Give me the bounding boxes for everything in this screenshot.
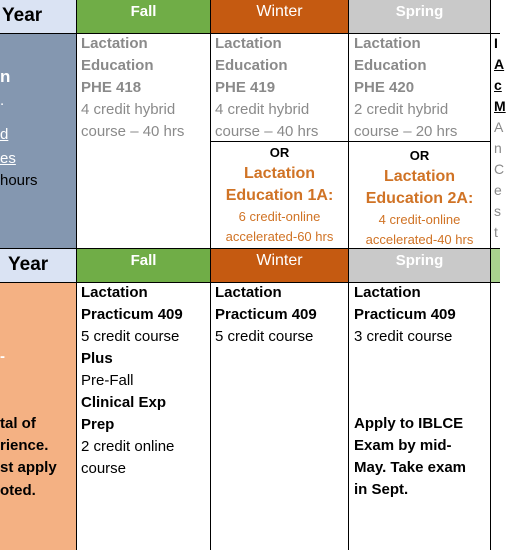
year2-label: Year bbox=[8, 254, 49, 275]
year2-left-text-4: st apply bbox=[0, 459, 57, 476]
year2-spring-course: Lactation Practicum 409 3 credit course bbox=[354, 284, 456, 345]
year2-fall-course: Lactation Practicum 409 5 credit course Plus Pre-Fall Clinical Exp Prep 2 credit online course bbox=[81, 284, 183, 477]
year1-winter-label: Winter bbox=[256, 3, 303, 20]
year2-winter-course: Lactation Practicum 409 5 credit course bbox=[215, 284, 317, 345]
or-label: OR bbox=[269, 145, 290, 160]
year2-spring-exam-note: Apply to IBLCE Exam by mid- May. Take exam in Sept. bbox=[354, 415, 467, 498]
year1-left-text-5: hours bbox=[0, 172, 38, 189]
or-label: OR bbox=[409, 148, 430, 163]
year1-spring-alternative: OR Lactation Education 2A: 4 credit-online accelerated-40 hrs bbox=[349, 146, 490, 250]
year1-left-text-1: n bbox=[0, 67, 11, 86]
year2-fall-label: Fall bbox=[130, 252, 157, 269]
year1-fall-course: Lactation Education PHE 418 4 credit hybrid course – 40 hrs bbox=[81, 35, 185, 140]
year1-winter-alternative: OR Lactation Education 1A: 6 credit-online accelerated-60 hrs bbox=[211, 143, 348, 247]
year1-fall-label: Fall bbox=[130, 3, 157, 20]
year2-left-text-1: - bbox=[0, 348, 5, 365]
year1-spring-course: Lactation Education PHE 420 2 credit hybrid course – 20 hrs bbox=[354, 35, 458, 140]
year1-spring-label: Spring bbox=[395, 3, 444, 20]
year2-extra-header bbox=[491, 249, 500, 282]
year2-left-text-3: rience. bbox=[0, 437, 49, 454]
year1-label: Year bbox=[2, 5, 43, 26]
year2-left-text-2: tal of bbox=[0, 415, 36, 432]
year1-left-text-3: d bbox=[0, 126, 9, 143]
year1-left-column bbox=[0, 34, 76, 248]
year2-spring-label: Spring bbox=[395, 252, 444, 269]
year1-left-text-2: . bbox=[0, 92, 5, 109]
year1-extra-header bbox=[491, 0, 500, 33]
year1-left-text-4: es bbox=[0, 150, 16, 167]
year1-winter-course: Lactation Education PHE 419 4 credit hybrid course – 40 hrs bbox=[215, 35, 319, 140]
year2-winter-label: Winter bbox=[256, 252, 303, 269]
year2-left-text-5: oted. bbox=[0, 482, 36, 499]
year1-right-clipped-column: I A c M A n C e s t bbox=[494, 35, 506, 240]
